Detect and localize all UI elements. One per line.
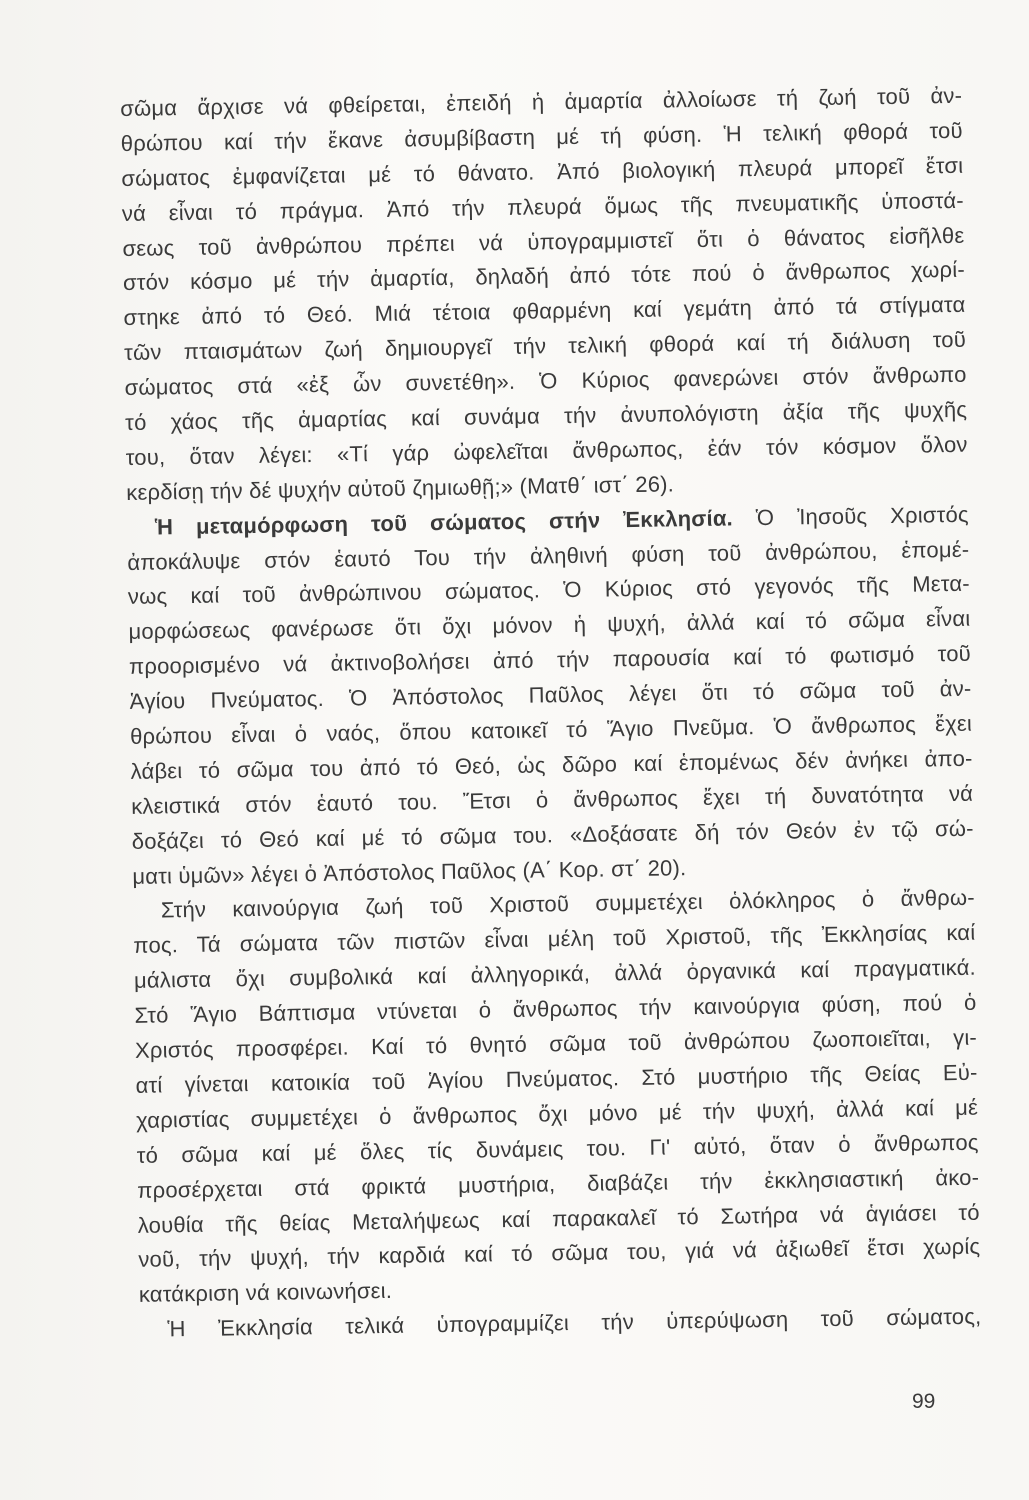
heading-continuation: Ὁ Ἰησοῦς Χριστός bbox=[755, 501, 969, 530]
text-line: κατάκριση νά κοινωνήσει. bbox=[138, 1278, 393, 1308]
text-line: χαριστίας συμμετέχει ὁ ἄνθρωπος ὄχι μόνο μέ τήν ψυχή, ἀλλά καί μέ bbox=[135, 1094, 979, 1133]
text-line: νά εἶναι τό πράγμα. Ἀπό τήν πλευρά ὅμως τῆς πνευματικῆς ὑποστά- bbox=[121, 187, 964, 226]
text-line: νοῦ, τήν ψυχή, τήν καρδιά καί τό σῶμα του, γιά νά ἀξιωθεῖ ἔτσι χωρίς bbox=[138, 1234, 981, 1273]
text-line: τό χάος τῆς ἁμαρτίας καί συνάμα τήν ἀνυπολόγιστη ἀξία τῆς ψυχῆς bbox=[124, 396, 968, 435]
text-line: σώματος στά «ἐξ ὧν συνετέθη». Ὁ Κύριος φανερώνει στόν ἄνθρωπο bbox=[124, 361, 967, 401]
text-line: ατί γίνεται κατοικία τοῦ Ἁγίου Πνεύματος. Στό μυστήριο τῆς Θείας Εὐ- bbox=[135, 1059, 978, 1098]
page-text bbox=[120, 79, 982, 1348]
page-number: 99 bbox=[912, 1390, 936, 1413]
text-line: κλειστικά στόν ἑαυτό του. Ἔτσι ὁ ἄνθρωπος ἔχει τή δυνατότητα νά bbox=[131, 780, 974, 819]
text-line: τό σῶμα καί μέ ὅλες τίς δυνάμεις του. Γι' αὐτό, ὅταν ὁ ἄνθρωπος bbox=[136, 1129, 979, 1168]
text-line: Ἡ Ἐκκλησία τελικά ὑπογραμμίζει τήν ὑπερύψωση τοῦ σώματος, bbox=[167, 1303, 982, 1342]
text-line: λάβει τό σῶμα του ἀπό τό Θεό, ὡς δῶρο καί ἑπομένως δέν ἀνήκει ἀπο- bbox=[130, 745, 973, 784]
text-line: ματι ὑμῶν» λέγει ὁ Ἀπόστολος Παῦλος (Α΄ Κορ. στ΄ 20). bbox=[132, 854, 687, 889]
text-line: κερδίσῃ τήν δέ ψυχήν αὐτοῦ ζημιωθῇ;» (Ματθ΄ ιστ΄ 26). bbox=[126, 471, 675, 505]
text-line: Χριστός προσφέρει. Καί τό θνητό σῶμα τοῦ ἀνθρώπου ζωοποιεῖται, γι- bbox=[134, 1024, 978, 1063]
text-line: θρώπου εἶναι ὁ ναός, ὅπου κατοικεῖ τό Ἅγιο Πνεῦμα. Ὁ ἄνθρωπος ἔχει bbox=[129, 710, 973, 749]
section-heading: Ἡ μεταμόρφωση τοῦ σώματος στήν Ἐκκλησία. bbox=[154, 505, 734, 540]
text-line: μάλιστα ὄχι συμβολικά καί ἀλληγορικά, ἀλλά ὀργανικά καί πραγματικά. bbox=[133, 954, 977, 994]
text-line: πος. Τά σώματα τῶν πιστῶν εἶναι μέλη τοῦ Χριστοῦ, τῆς Ἐκκλησίας καί bbox=[133, 920, 976, 959]
text-line: Στήν καινούργια ζωή τοῦ Χριστοῦ συμμετέχει ὁλόκληρος ὁ ἄνθρω- bbox=[160, 885, 975, 923]
text-line: σώματος ἐμφανίζεται μέ τό θάνατο. Ἀπό βιολογική πλευρά μπορεῖ ἔτσι bbox=[121, 152, 964, 191]
text-line: του, ὅταν λέγει: «Τί γάρ ὠφελεῖται ἄνθρωπος, ἐάν τόν κόσμον ὅλον bbox=[125, 431, 968, 470]
text-line: προσέρχεται στά φρικτά μυστήρια, διαβάζει τήν ἐκκλησιαστική ἀκο- bbox=[137, 1164, 980, 1203]
text-line: νως καί τοῦ ἀνθρώπινου σώματος. Ὁ Κύριος στό γεγονός τῆς Μετα- bbox=[127, 571, 971, 610]
text-line: Ἁγίου Πνεύματος. Ὁ Ἀπόστολος Παῦλος λέγει ὅτι τό σῶμα τοῦ ἀν- bbox=[129, 675, 972, 715]
text-line: δοξάζει τό Θεό καί μέ τό σῶμα του. «Δοξάσατε δή τόν Θεόν ἐν τῷ σώ- bbox=[131, 815, 974, 854]
text-line: λουθία τῆς θείας Μεταλήψεως καί παρακαλεῖ τό Σωτήρα νά ἁγιάσει τό bbox=[137, 1199, 980, 1238]
text-line: τῶν πταισμάτων ζωή δημιουργεῖ τήν τελική φθορά καί τή διάλυση τοῦ bbox=[123, 326, 967, 366]
text-line: σεως τοῦ ἀνθρώπου πρέπει νά ὑπογραμμιστεῖ ὅτι ὁ θάνατος εἰσῆλθε bbox=[122, 222, 965, 261]
text-line: ἀποκάλυψε στόν ἑαυτό Του τήν ἀληθινή φύση τοῦ ἀνθρώπου, ἑπομέ- bbox=[127, 536, 970, 575]
text-line: σῶμα ἄρχισε νά φθείρεται, ἐπειδή ἡ ἁμαρτία ἀλλοίωσε τή ζωή τοῦ ἀν- bbox=[120, 82, 963, 121]
text-line: θρώπου καί τήν ἔκανε ἀσυμβίβαστη μέ τή φύση. Ἡ τελική φθορά τοῦ bbox=[120, 117, 963, 156]
text-line: μορφώσεως φανέρωσε ὅτι ὄχι μόνον ἡ ψυχή, ἀλλά καί τό σῶμα εἶναι bbox=[128, 606, 971, 645]
text-line: προορισμένο νά ἀκτινοβολήσει ἀπό τήν παρουσία καί τό φωτισμό τοῦ bbox=[128, 640, 972, 680]
text-line: Στό Ἅγιο Βάπτισμα ντύνεται ὁ ἄνθρωπος τήν καινούργια φύση, πού ὁ bbox=[134, 989, 977, 1029]
text-line: στόν κόσμο μέ τήν ἁμαρτία, δηλαδή ἀπό τότε πού ὁ ἄνθρωπος χωρί- bbox=[122, 257, 966, 296]
text-line: στηκε ἀπό τό Θεό. Μιά τέτοια φθαρμένη καί γεμάτη ἀπό τά στίγματα bbox=[123, 292, 966, 331]
